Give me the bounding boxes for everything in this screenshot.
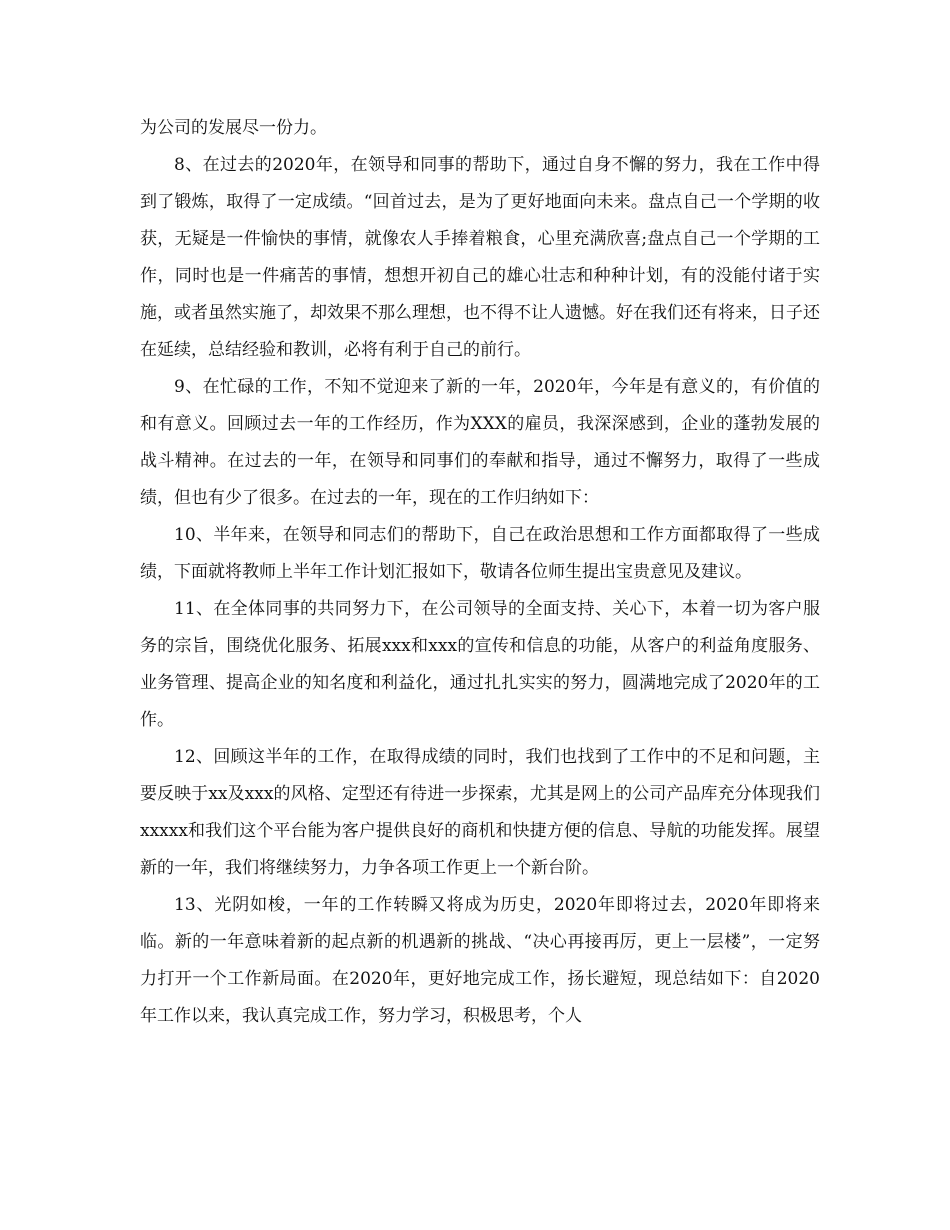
paragraph-item-12: 12、回顾这半年的工作，在取得成绩的同时，我们也找到了工作中的不足和问题，主要反映于xx及xxx的风格、定型还有待进一步探索，尤其是网上的公司产品库充分体现我们xxxxx和我们这个平台能为客户提供良好的商机和快捷方便的信息、导航的功能发挥。展望新的一年，我们将继续努力，力争各项工作更上一个新台阶。: [140, 747, 820, 878]
paragraph-item-13: 13、光阴如梭，一年的工作转瞬又将成为历史，2020年即将过去，2020年即将来临。新的一年意味着新的起点新的机遇新的挑战、“决心再接再厉，更上一层楼”，一定努力打开一个工作新局面。在2020年，更好地完成工作，扬长避短，现总结如下：自2020年工作以来，我认真完成工作，努力学习，积极思考，个人: [140, 895, 820, 1026]
paragraph-item-8: 8、在过去的2020年，在领导和同事的帮助下，通过自身不懈的努力，我在工作中得到了锻炼，取得了一定成绩。“回首过去，是为了更好地面向未来。盘点自己一个学期的收获，无疑是一件愉快的事情，就像农人手捧着粮食，心里充满欣喜;盘点自己一个学期的工作，同时也是一件痛苦的事情，想想开初自己的雄心壮志和种种计划，有的没能付诸于实施，或者虽然实施了，却效果不那么理想，也不得不让人遗憾。好在我们还有将来，日子还在延续，总结经验和教训，必将有利于自己的前行。: [140, 155, 820, 360]
paragraph-item-10: 10、半年来，在领导和同志们的帮助下，自己在政治思想和工作方面都取得了一些成绩，下面就将教师上半年工作计划汇报如下，敬请各位师生提出宝贵意见及建议。: [140, 525, 820, 582]
paragraph-item-9: 9、在忙碌的工作，不知不觉迎来了新的一年，2020年，今年是有意义的，有价值的和有意义。回顾过去一年的工作经历，作为XXX的雇员，我深深感到，企业的蓬勃发展的战斗精神。在过去的一年，在领导和同事们的奉献和指导，通过不懈努力，取得了一些成绩，但也有少了很多。在过去的一年，现在的工作归纳如下：: [140, 377, 820, 508]
paragraph-continuation: 为公司的发展尽一份力。: [140, 118, 327, 138]
document-page: [140, 110, 820, 1035]
paragraph-item-11: 11、在全体同事的共同努力下，在公司领导的全面支持、关心下，本着一切为客户服务的宗旨，围绕优化服务、拓展xxx和xxx的宣传和信息的功能，从客户的利益角度服务、业务管理、提高企业的知名度和利益化，通过扎扎实实的努力，圆满地完成了2020年的工作。: [140, 599, 820, 730]
